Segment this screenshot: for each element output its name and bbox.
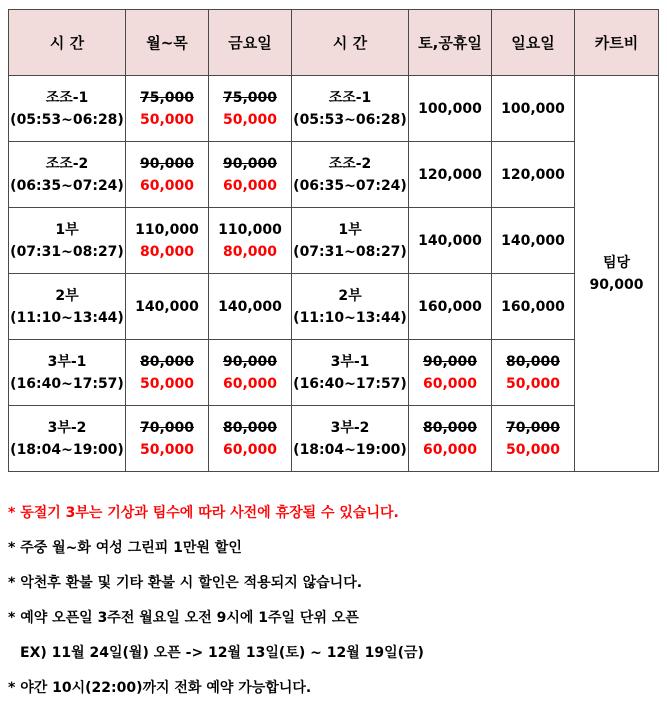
time-label: 1부 <box>55 221 79 238</box>
weekday-price-cell <box>126 142 209 208</box>
table-row <box>9 208 659 274</box>
time-cell <box>9 274 126 340</box>
green-fee-table <box>8 9 659 472</box>
discount-price: 80,000 <box>222 243 278 260</box>
time-range: (18:04~19:00) <box>10 441 124 458</box>
price: 120,000 <box>501 166 565 183</box>
holiday-price-cell <box>409 406 492 472</box>
cart-fee-cell <box>575 76 659 472</box>
header-holiday: 토,공휴일 <box>409 10 492 76</box>
header-friday: 금요일 <box>209 10 292 76</box>
price: 100,000 <box>418 100 482 117</box>
price: 140,000 <box>418 232 482 249</box>
price: 160,000 <box>418 298 482 315</box>
time-label: 조조-1 <box>45 89 89 106</box>
notes-section <box>8 496 658 706</box>
note-booking-example: EX) 11월 24일(월) 오픈 -> 12월 13일(토) ~ 12월 19일(금) <box>20 645 424 661</box>
time-label: 조조-2 <box>328 155 372 172</box>
header-weekday: 월~목 <box>126 10 209 76</box>
table-row <box>9 340 659 406</box>
original-price: 80,000 <box>422 419 478 436</box>
friday-price-cell <box>209 340 292 406</box>
time-range: (18:04~19:00) <box>293 441 407 458</box>
sunday-price-cell <box>492 406 575 472</box>
time-label: 2부 <box>338 287 362 304</box>
note-winter-closure: * 동절기 3부는 기상과 팀수에 따라 사전에 휴장될 수 있습니다. <box>8 505 399 521</box>
price: 120,000 <box>418 166 482 183</box>
holiday-price-cell <box>409 142 492 208</box>
time-label: 3부-1 <box>47 353 87 370</box>
time-cell <box>9 340 126 406</box>
time-cell-2 <box>292 274 409 340</box>
cart-fee-label: 팀당 <box>602 254 631 271</box>
original-price: 90,000 <box>422 353 478 370</box>
original-price: 90,000 <box>139 155 195 172</box>
friday-price-cell <box>209 76 292 142</box>
time-range: (06:35~07:24) <box>10 177 124 194</box>
original-price: 75,000 <box>222 89 278 106</box>
original-price: 110,000 <box>135 221 199 238</box>
header-sunday: 일요일 <box>492 10 575 76</box>
header-time: 시 간 <box>9 10 126 76</box>
time-label: 1부 <box>338 221 362 238</box>
original-price: 90,000 <box>222 353 278 370</box>
time-label: 2부 <box>55 287 79 304</box>
cart-fee-price: 90,000 <box>589 276 644 293</box>
original-price: 70,000 <box>505 419 561 436</box>
holiday-price-cell <box>409 274 492 340</box>
time-label: 조조-1 <box>328 89 372 106</box>
price: 100,000 <box>501 100 565 117</box>
discount-price: 60,000 <box>222 441 278 458</box>
time-cell-2 <box>292 340 409 406</box>
original-price: 80,000 <box>505 353 561 370</box>
note-phone-booking: * 야간 10시(22:00)까지 전화 예약 가능합니다. <box>8 680 312 696</box>
header-cart-fee: 카트비 <box>575 10 659 76</box>
original-price: 90,000 <box>222 155 278 172</box>
time-cell <box>9 142 126 208</box>
original-price: 80,000 <box>139 353 195 370</box>
time-range: (05:53~06:28) <box>293 111 407 128</box>
price: 140,000 <box>135 298 199 315</box>
weekday-price-cell <box>126 76 209 142</box>
discount-price: 50,000 <box>505 441 561 458</box>
discount-price: 50,000 <box>139 375 195 392</box>
discount-price: 60,000 <box>139 177 195 194</box>
holiday-price-cell <box>409 340 492 406</box>
time-label: 3부-2 <box>330 419 370 436</box>
sunday-price-cell <box>492 142 575 208</box>
time-range: (16:40~17:57) <box>293 375 407 392</box>
table-row <box>9 274 659 340</box>
table-row <box>9 142 659 208</box>
time-label: 조조-2 <box>45 155 89 172</box>
discount-price: 50,000 <box>139 441 195 458</box>
original-price: 70,000 <box>139 419 195 436</box>
weekday-price-cell <box>126 340 209 406</box>
price: 140,000 <box>218 298 282 315</box>
discount-price: 50,000 <box>505 375 561 392</box>
note-women-discount: * 주중 월~화 여성 그린피 1만원 할인 <box>8 540 242 556</box>
time-cell-2 <box>292 406 409 472</box>
time-cell-2 <box>292 142 409 208</box>
time-label: 3부-2 <box>47 419 87 436</box>
discount-price: 80,000 <box>139 243 195 260</box>
friday-price-cell <box>209 274 292 340</box>
time-range: (11:10~13:44) <box>293 309 407 326</box>
table-row <box>9 406 659 472</box>
time-range: (07:31~08:27) <box>293 243 407 260</box>
sunday-price-cell <box>492 274 575 340</box>
header-time-2: 시 간 <box>292 10 409 76</box>
price: 160,000 <box>501 298 565 315</box>
holiday-price-cell <box>409 208 492 274</box>
time-cell <box>9 406 126 472</box>
original-price: 75,000 <box>139 89 195 106</box>
table-header-row <box>9 10 659 76</box>
friday-price-cell <box>209 208 292 274</box>
table-row <box>9 76 659 142</box>
time-range: (05:53~06:28) <box>10 111 124 128</box>
note-booking-open: * 예약 오픈일 3주전 월요일 오전 9시에 1주일 단위 오픈 <box>8 610 359 626</box>
time-cell <box>9 208 126 274</box>
original-price: 80,000 <box>222 419 278 436</box>
time-range: (11:10~13:44) <box>10 309 124 326</box>
discount-price: 50,000 <box>139 111 195 128</box>
price: 140,000 <box>501 232 565 249</box>
sunday-price-cell <box>492 340 575 406</box>
original-price: 110,000 <box>218 221 282 238</box>
time-label: 3부-1 <box>330 353 370 370</box>
weekday-price-cell <box>126 406 209 472</box>
time-range: (07:31~08:27) <box>10 243 124 260</box>
friday-price-cell <box>209 406 292 472</box>
discount-price: 60,000 <box>422 375 478 392</box>
holiday-price-cell <box>409 76 492 142</box>
time-cell-2 <box>292 208 409 274</box>
weekday-price-cell <box>126 274 209 340</box>
note-refund-policy: * 악천후 환불 및 기타 환불 시 할인은 적용되지 않습니다. <box>8 575 363 591</box>
discount-price: 60,000 <box>422 441 478 458</box>
time-range: (16:40~17:57) <box>10 375 124 392</box>
time-range: (06:35~07:24) <box>293 177 407 194</box>
discount-price: 50,000 <box>222 111 278 128</box>
sunday-price-cell <box>492 76 575 142</box>
time-cell-2 <box>292 76 409 142</box>
sunday-price-cell <box>492 208 575 274</box>
discount-price: 60,000 <box>222 375 278 392</box>
friday-price-cell <box>209 142 292 208</box>
weekday-price-cell <box>126 208 209 274</box>
discount-price: 60,000 <box>222 177 278 194</box>
time-cell <box>9 76 126 142</box>
